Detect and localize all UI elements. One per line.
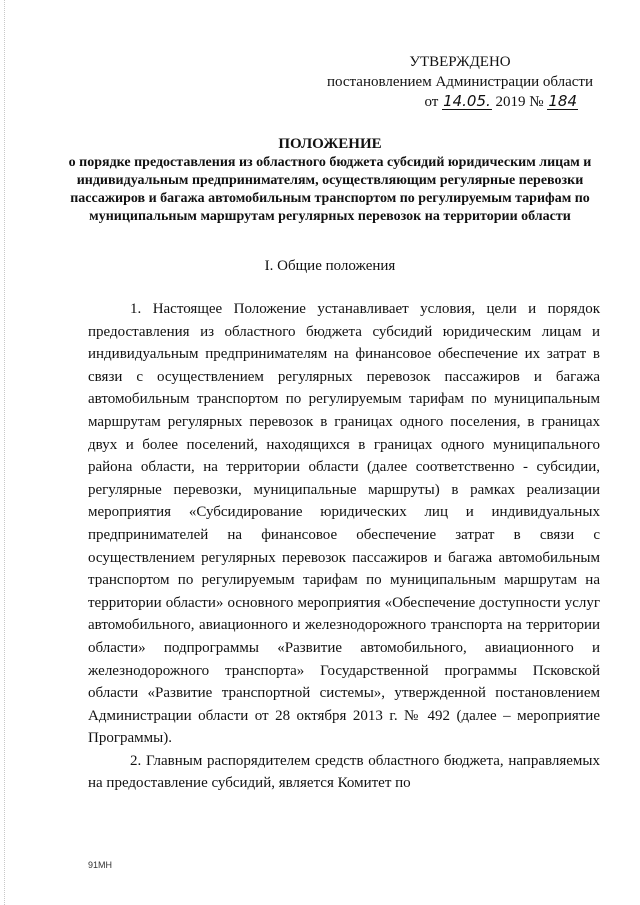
approved-by-decree: постановлением Администрации области (326, 74, 594, 90)
section-heading: I. Общие положения (264, 258, 396, 274)
document-title (60, 135, 600, 226)
paragraph-1: 1. Настоящее Положение устанавливает условия, цели и порядок предоставления из областного бюджета субсидий юридическим лицам и индивидуальным предпринимателям на финансовое обеспечение их затрат в связи с осуществлением регулярных перевозок пассажиров и багажа автомобильным транспортом по регулируемым тарифам по муниципальным маршрутам регулярных перевозок в границах одного поселения, в границах двух и более поселений, находящихся в границах одного муниципального района области, на территории области (далее соответственно - субсидии, регулярные перевозки, муниципальные маршруты) в рамках реализации мероприятия «Субсидирование юридических лиц и индивидуальных предпринимателей на финансовое обеспечение затрат в связи с осуществлением регулярных перевозок пассажиров и багажа автомобильным транспортом по регулируемым тарифам по муниципальным маршрутам на территории области» основного мероприятия «Обеспечение доступности услуг автомобильного, авиационного и железнодорожного транспорта на территории области» подпрограммы «Развитие автомобильного, авиационного и железнодорожного транспорта» Государственной программы Псковской области «Развитие транспортной системы», утвержденной постановлением Администрации области от 28 октября 2013 г. № 492 (далее – мероприятие Программы). (88, 301, 600, 747)
scan-edge-line (4, 0, 6, 905)
approved-label: УТВЕРЖДЕНО (409, 54, 511, 70)
date-prefix: от (424, 94, 439, 110)
handwritten-date: 14.05. (443, 92, 491, 110)
footer-code: 91МН (88, 860, 113, 870)
approval-stamp-block (300, 52, 620, 112)
paragraph-2: 2. Главным распорядителем средств областного бюджета, направляемых на предоставление субсидий, является Комитет по (88, 752, 600, 792)
title-main: ПОЛОЖЕНИЕ (278, 136, 382, 152)
decree-year: 2019 № (495, 94, 544, 110)
approval-date-line (300, 92, 620, 112)
handwritten-number: 184 (548, 92, 577, 110)
title-subtitle: о порядке предоставления из областного бюджета субсидий юридическим лицам и индивидуальным предпринимателям, осуществляющим регулярные перевозки пассажиров и багажа автомобильным транспортом по регулируемым тарифам по муниципальным маршрутам регулярных перевозок на территории области (68, 155, 592, 224)
document-body (88, 298, 600, 795)
